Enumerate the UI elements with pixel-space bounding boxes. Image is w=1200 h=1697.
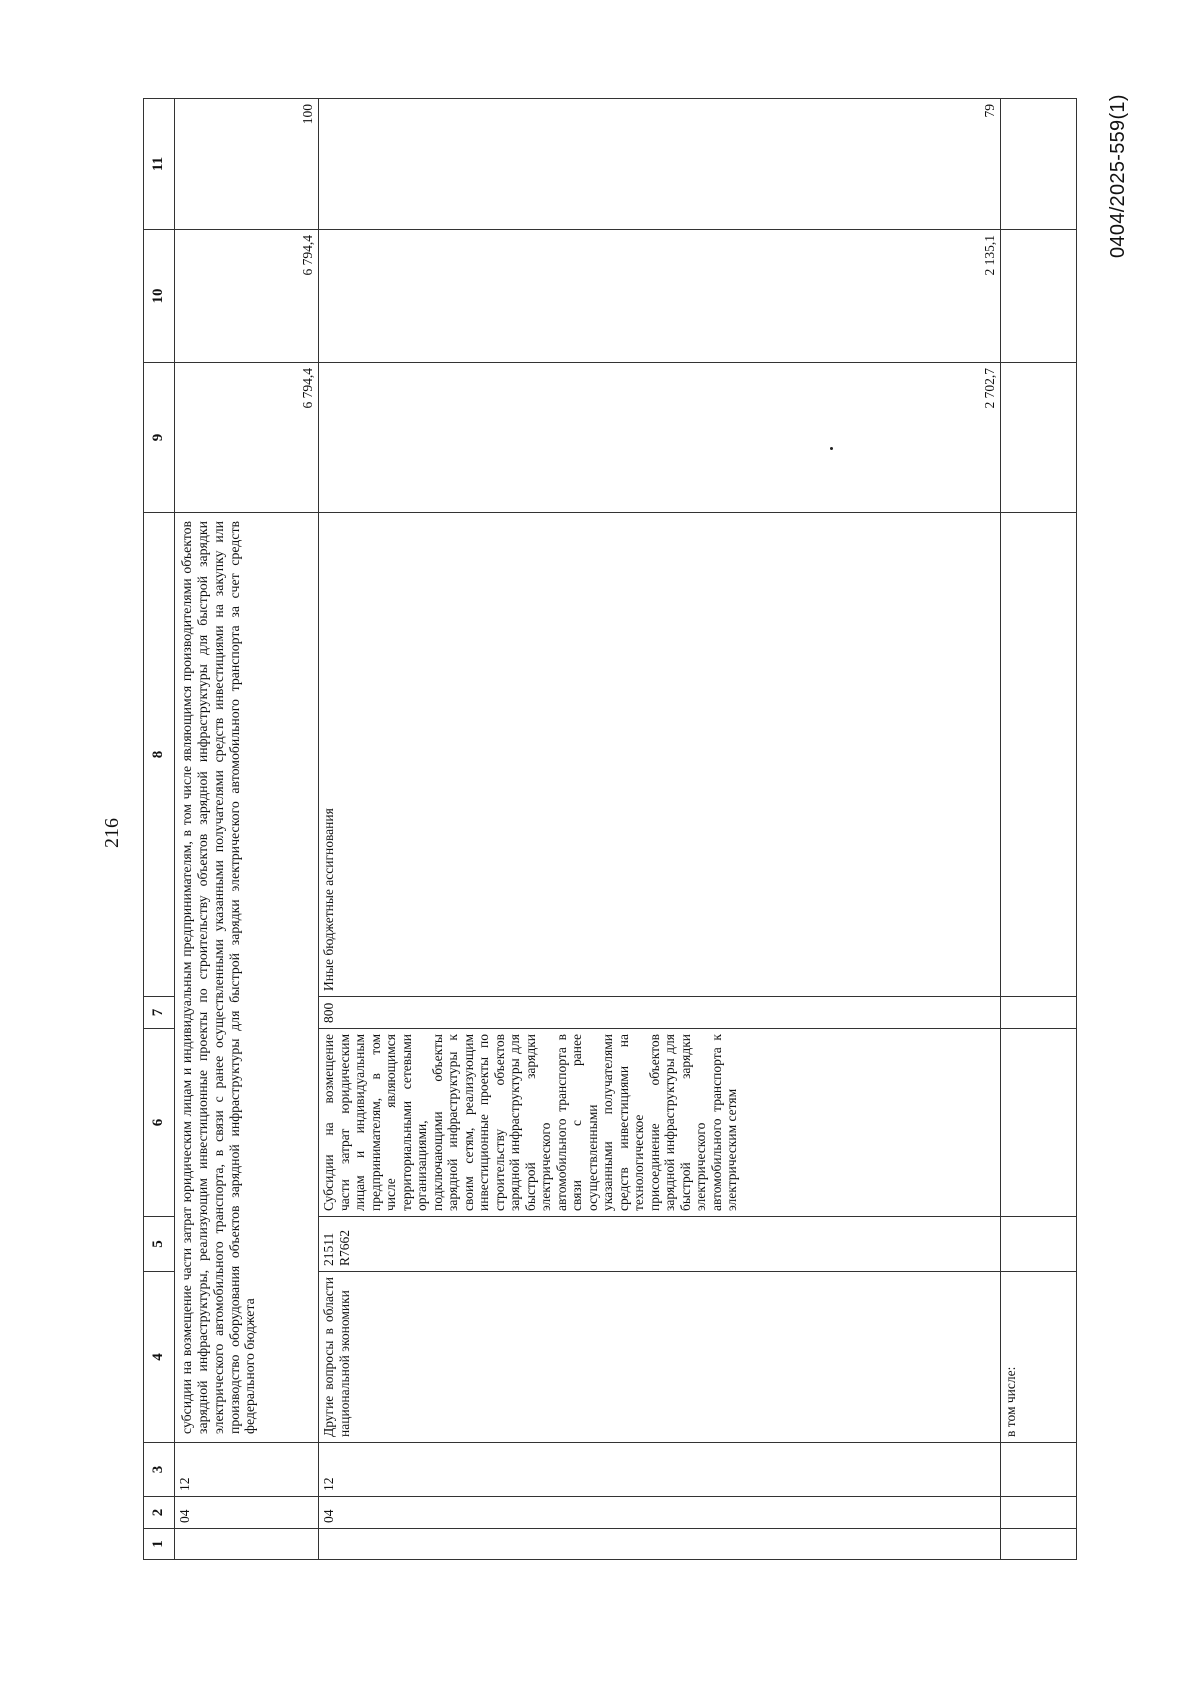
rotated-table-wrapper — [143, 99, 1076, 1560]
budget-table — [143, 98, 1077, 1560]
row1-col-1 — [175, 1529, 319, 1560]
header-col-8: 8 — [144, 513, 175, 997]
scan-dot — [830, 447, 833, 450]
row3-col-1 — [1001, 1529, 1077, 1560]
table-row — [175, 99, 319, 1560]
row3-col-2 — [1001, 1497, 1077, 1529]
row1-col-9: 6 794,4 — [175, 363, 319, 513]
header-col-1: 1 — [144, 1529, 175, 1560]
row2-col-6: Субсидии на возмещение части затрат юридическим лицам и индивидуальным предпринимателям, в том числе являющимся территориальными сетевыми организациями, подключающими объекты зарядной инфраструктуры к своим сетям, реализующим инвестиционные проекты по строительству объектов зарядной инфраструктуры для быстрой зарядки электрического автомобильного транспорта в связи с ранее осуществленными указанными получателями средств инвестициями на технологическое присоединение объектов зарядной инфраструктуры для быстрой зарядки электрического автомобильного транспорта к электрическим сетям — [319, 1029, 1001, 1217]
row3-col-6 — [1001, 1029, 1077, 1217]
header-col-6: 6 — [144, 1029, 175, 1217]
row2-col-5: 21511 R7662 — [319, 1217, 1001, 1272]
header-col-2: 2 — [144, 1497, 175, 1529]
row2-col-4: Другие вопросы в области национальной экономики — [319, 1272, 1001, 1443]
row2-col-7: 800 — [319, 997, 1001, 1029]
header-col-7: 7 — [144, 997, 175, 1029]
row3-col-4: в том числе: — [1001, 1272, 1077, 1443]
header-col-9: 9 — [144, 363, 175, 513]
table-row — [319, 99, 1001, 1560]
row2-col-2: 04 — [319, 1497, 1001, 1529]
table-row — [1001, 99, 1077, 1560]
header-col-11: 11 — [144, 99, 175, 230]
row2-col-8: Иные бюджетные ассигнования — [319, 513, 1001, 997]
row1-description: субсидии на возмещение части затрат юридическим лицам и индивидуальным предпринимателям, в том числе являющимся производителями объектов зарядной инфраструктуры, реализующим инвестиционные проекты по строительству объектов зарядной инфраструктуры для быстрой зарядки электрического автомобильного транспорта, в связи с ранее осуществленными указанными получателями средств инвестициями на закупку или производство оборудования объектов зарядной инфраструктуры для быстрой зарядки электрического автомобильного транспорта за счет средств федерального бюджета — [175, 513, 319, 1443]
row3-col-3 — [1001, 1443, 1077, 1497]
row2-col-11: 79 — [319, 99, 1001, 230]
row1-col-10: 6 794,4 — [175, 230, 319, 363]
header-col-4: 4 — [144, 1272, 175, 1443]
row3-col-9 — [1001, 363, 1077, 513]
row3-col-11 — [1001, 99, 1077, 230]
header-row — [144, 99, 175, 1560]
page-number: 216 — [101, 818, 123, 848]
document-code: 0404/2025-559(1) — [1107, 94, 1129, 258]
header-col-3: 3 — [144, 1443, 175, 1497]
row1-col-2: 04 — [175, 1497, 319, 1529]
header-col-10: 10 — [144, 230, 175, 363]
row3-col-5 — [1001, 1217, 1077, 1272]
row2-col-3: 12 — [319, 1443, 1001, 1497]
row1-col-3: 12 — [175, 1443, 319, 1497]
header-col-5: 5 — [144, 1217, 175, 1272]
row1-col-11: 100 — [175, 99, 319, 230]
row2-col-10: 2 135,1 — [319, 230, 1001, 363]
row2-col-1 — [319, 1529, 1001, 1560]
row3-col-8 — [1001, 513, 1077, 997]
row3-col-10 — [1001, 230, 1077, 363]
row3-col-7 — [1001, 997, 1077, 1029]
row2-col-9: 2 702,7 — [319, 363, 1001, 513]
